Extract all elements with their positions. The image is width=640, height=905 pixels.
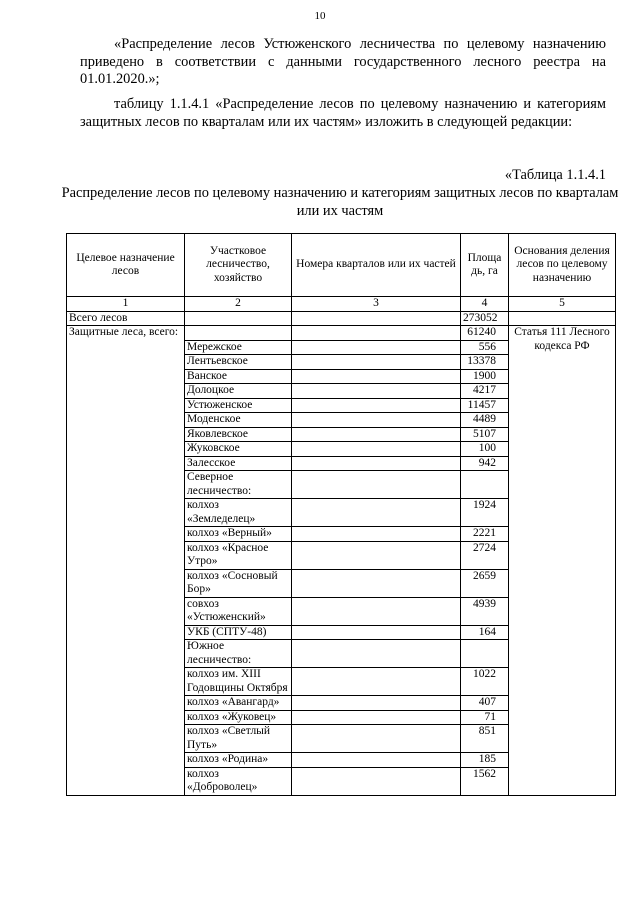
quarter-numbers — [292, 355, 461, 370]
header-cell: Основания деления лесов по целевому назначению — [509, 234, 616, 297]
area-value: 100 — [461, 442, 509, 457]
area-value — [461, 471, 509, 499]
forestry-name: Ванское — [185, 369, 292, 384]
quarter-numbers — [292, 597, 461, 625]
header-cell: Площа дь, га — [461, 234, 509, 297]
area-value: 407 — [461, 696, 509, 711]
area-value: 1562 — [461, 767, 509, 795]
header-cell: Целевое назначение лесов — [67, 234, 185, 297]
column-number: 3 — [292, 297, 461, 312]
table-title: Распределение лесов по целевому назначению и категориям защитных лесов по кварталам или их частям — [61, 185, 619, 219]
area-value: 11457 — [461, 398, 509, 413]
forestry-name: колхоз «Светлый Путь» — [185, 725, 292, 753]
protective-area: 61240 — [461, 326, 509, 341]
area-value: 1900 — [461, 369, 509, 384]
quarter-numbers — [292, 668, 461, 696]
column-number-row — [67, 297, 616, 312]
area-value: 942 — [461, 456, 509, 471]
area-value: 164 — [461, 625, 509, 640]
total-row — [67, 311, 616, 326]
area-value: 1022 — [461, 668, 509, 696]
quarter-numbers — [292, 753, 461, 768]
area-value: 13378 — [461, 355, 509, 370]
forestry-name: Жуковское — [185, 442, 292, 457]
page-number: 10 — [314, 10, 326, 22]
quarter-numbers — [292, 369, 461, 384]
quarter-numbers — [292, 625, 461, 640]
protective-total-row — [67, 326, 616, 341]
forestry-name: колхоз им. XIII Годовщины Октября — [185, 668, 292, 696]
forestry-name: УКБ (СПТУ-48) — [185, 625, 292, 640]
forestry-name: колхоз «Доброволец» — [185, 767, 292, 795]
area-value: 851 — [461, 725, 509, 753]
table-label: «Таблица 1.1.4.1 — [504, 167, 606, 183]
table-header-row — [67, 234, 616, 297]
forestry-name: колхоз «Красное Утро» — [185, 541, 292, 569]
forestry-name: Южное лесничество: — [185, 640, 292, 668]
protective-basis: Статья 111 Лесного кодекса РФ — [509, 326, 616, 796]
area-value: 5107 — [461, 427, 509, 442]
header-cell: Номера кварталов или их частей — [292, 234, 461, 297]
forestry-name: колхоз «Земледелец» — [185, 499, 292, 527]
forestry-name: совхоз «Устюженский» — [185, 597, 292, 625]
column-number: 2 — [185, 297, 292, 312]
quarter-numbers — [292, 541, 461, 569]
quarter-numbers — [292, 640, 461, 668]
area-value: 185 — [461, 753, 509, 768]
forestry-name: Устюженское — [185, 398, 292, 413]
forestry-name: колхоз «Авангард» — [185, 696, 292, 711]
column-number: 1 — [67, 297, 185, 312]
quarter-numbers — [292, 413, 461, 428]
area-value: 4939 — [461, 597, 509, 625]
forestry-name: Моденское — [185, 413, 292, 428]
quarter-numbers — [292, 767, 461, 795]
forestry-name: Мережское — [185, 340, 292, 355]
quarter-numbers — [292, 696, 461, 711]
quarter-numbers — [292, 398, 461, 413]
quarter-numbers — [292, 427, 461, 442]
area-value: 4489 — [461, 413, 509, 428]
forestry-name: колхоз «Жуковец» — [185, 710, 292, 725]
column-number: 4 — [461, 297, 509, 312]
area-value: 556 — [461, 340, 509, 355]
forestry-name: Долоцкое — [185, 384, 292, 399]
total-area: 273052 — [461, 311, 509, 326]
forestry-name: Лентьевское — [185, 355, 292, 370]
intro-paragraph-text: «Распределение лесов Устюженского лесничества по целевому назначению приведено в соответствии с данными государственного лесного реестра на 01.01.2020.»; — [80, 36, 606, 87]
quarter-numbers — [292, 384, 461, 399]
quarter-numbers — [292, 569, 461, 597]
area-value: 4217 — [461, 384, 509, 399]
area-value: 2659 — [461, 569, 509, 597]
quarter-numbers — [292, 456, 461, 471]
forestry-name: Яковлевское — [185, 427, 292, 442]
quarter-numbers — [292, 710, 461, 725]
quarter-numbers — [292, 471, 461, 499]
forestry-name: колхоз «Сосновый Бор» — [185, 569, 292, 597]
quarter-numbers — [292, 340, 461, 355]
protective-label: Защитные леса, всего: — [67, 326, 185, 341]
area-value: 71 — [461, 710, 509, 725]
area-value — [461, 640, 509, 668]
quarter-numbers — [292, 499, 461, 527]
area-value: 2724 — [461, 541, 509, 569]
area-value: 1924 — [461, 499, 509, 527]
instruction-paragraph-text: таблицу 1.1.4.1 «Распределение лесов по целевому назначению и категориям защитных лесов по кварталам или их частям» изложить в следующей редакции: — [80, 96, 606, 130]
forestry-name: Залесское — [185, 456, 292, 471]
forest-distribution-table — [66, 233, 616, 796]
column-number: 5 — [509, 297, 616, 312]
intro-paragraph — [80, 36, 606, 89]
quarter-numbers — [292, 725, 461, 753]
quarter-numbers — [292, 527, 461, 542]
total-label: Всего лесов — [67, 311, 185, 326]
forestry-name: Северное лесничество: — [185, 471, 292, 499]
forestry-name: колхоз «Верный» — [185, 527, 292, 542]
quarter-numbers — [292, 442, 461, 457]
forestry-name: колхоз «Родина» — [185, 753, 292, 768]
area-value: 2221 — [461, 527, 509, 542]
instruction-paragraph — [80, 96, 606, 131]
header-cell: Участковое лесничество, хозяйство — [185, 234, 292, 297]
